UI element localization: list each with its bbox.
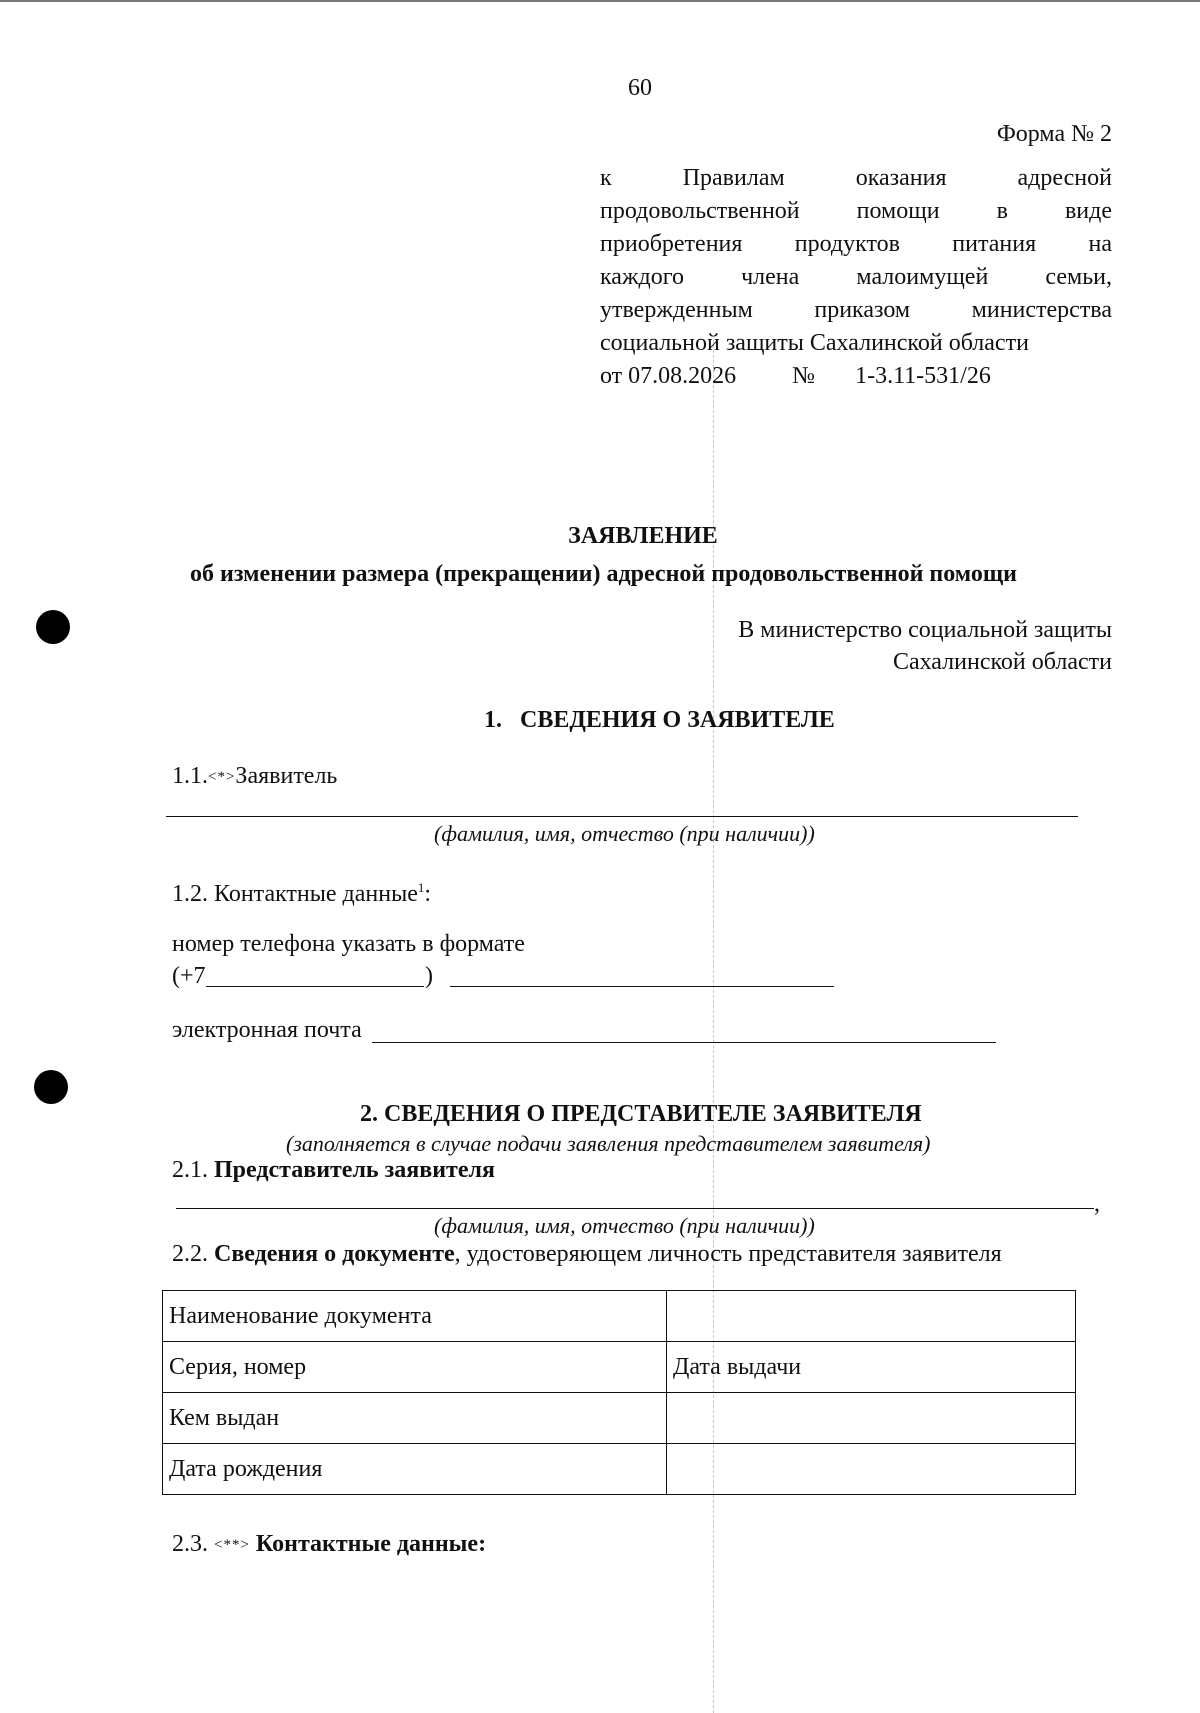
phone-format-label: номер телефона указать в формате bbox=[172, 931, 525, 957]
table-row bbox=[163, 1342, 1076, 1393]
table-input-cell[interactable] bbox=[667, 1444, 1076, 1495]
section-1-heading: 1. СВЕДЕНИЯ О ЗАЯВИТЕЛЕ bbox=[484, 707, 835, 733]
appendix-line: от 07.08.2026 № 1-3.11-531/26 bbox=[600, 363, 991, 389]
punch-hole-icon bbox=[34, 1070, 68, 1104]
representative-label: 2.1. Представитель заявителя bbox=[172, 1157, 495, 1183]
table-cell: Кем выдан bbox=[163, 1393, 667, 1444]
addressee-line-1: В министерство социальной защиты bbox=[738, 617, 1112, 643]
appendix-line: утвержденным приказом министерства bbox=[600, 297, 1112, 323]
scan-top-edge bbox=[0, 0, 1200, 2]
appendix-line: продовольственной помощи в виде bbox=[600, 198, 1112, 224]
representative-contacts-label: 2.3. <**> Контактные данные: bbox=[172, 1531, 487, 1557]
phone-close-paren: ) bbox=[425, 963, 433, 989]
appendix-line: к Правилам оказания адресной bbox=[600, 165, 1112, 191]
phone-number-field[interactable] bbox=[450, 986, 834, 987]
id-document-table bbox=[162, 1290, 1076, 1495]
document-subtitle: об изменении размера (прекращении) адресной продовольственной помощи bbox=[190, 561, 1017, 587]
appendix-line: приобретения продуктов питания на bbox=[600, 231, 1112, 257]
appendix-reference bbox=[600, 162, 1112, 393]
appendix-line: социальной защиты Сахалинской области bbox=[600, 330, 1029, 356]
applicant-name-hint: (фамилия, имя, отчество (при наличии)) bbox=[434, 821, 815, 846]
footnote-marker: <**> bbox=[214, 1537, 250, 1553]
page-number: 60 bbox=[628, 75, 652, 101]
phone-code-field[interactable] bbox=[206, 986, 424, 987]
table-input-cell[interactable] bbox=[667, 1291, 1076, 1342]
form-number: Форма № 2 bbox=[996, 121, 1112, 147]
section-2-heading: 2. СВЕДЕНИЯ О ПРЕДСТАВИТЕЛЕ ЗАЯВИТЕЛЯ bbox=[360, 1101, 922, 1127]
appendix-line: каждого члена малоимущей семьи, bbox=[600, 264, 1112, 290]
applicant-name-field[interactable] bbox=[166, 816, 1078, 817]
table-row bbox=[163, 1291, 1076, 1342]
contacts-label: 1.2. Контактные данные$^1$: bbox=[172, 880, 432, 907]
addressee-line-2: Сахалинской области bbox=[892, 649, 1112, 675]
section-2-note: (заполняется в случае подачи заявления представителем заявителя) bbox=[286, 1131, 931, 1156]
representative-name-field[interactable] bbox=[176, 1208, 1094, 1209]
applicant-label: 1.1.<*>Заявитель bbox=[172, 763, 338, 789]
punch-hole-icon bbox=[36, 610, 70, 644]
table-cell: Дата рождения bbox=[163, 1444, 667, 1495]
table-input-cell[interactable] bbox=[667, 1393, 1076, 1444]
representative-name-hint: (фамилия, имя, отчество (при наличии)) bbox=[434, 1213, 815, 1238]
footnote-marker: <*> bbox=[208, 769, 236, 785]
table-cell: Серия, номер bbox=[163, 1342, 667, 1393]
email-field[interactable] bbox=[372, 1042, 996, 1043]
representative-comma: , bbox=[1094, 1191, 1100, 1217]
table-cell: Наименование документа bbox=[163, 1291, 667, 1342]
table-row bbox=[163, 1444, 1076, 1495]
table-input-cell[interactable]: Дата выдачи bbox=[667, 1342, 1076, 1393]
document-title: ЗАЯВЛЕНИЕ bbox=[568, 523, 718, 549]
id-document-label: 2.2. Сведения о документе, удостоверяющем личность представителя заявителя bbox=[172, 1241, 1002, 1267]
phone-prefix: (+7 bbox=[172, 963, 206, 989]
email-label: электронная почта bbox=[172, 1017, 362, 1043]
table-row bbox=[163, 1393, 1076, 1444]
